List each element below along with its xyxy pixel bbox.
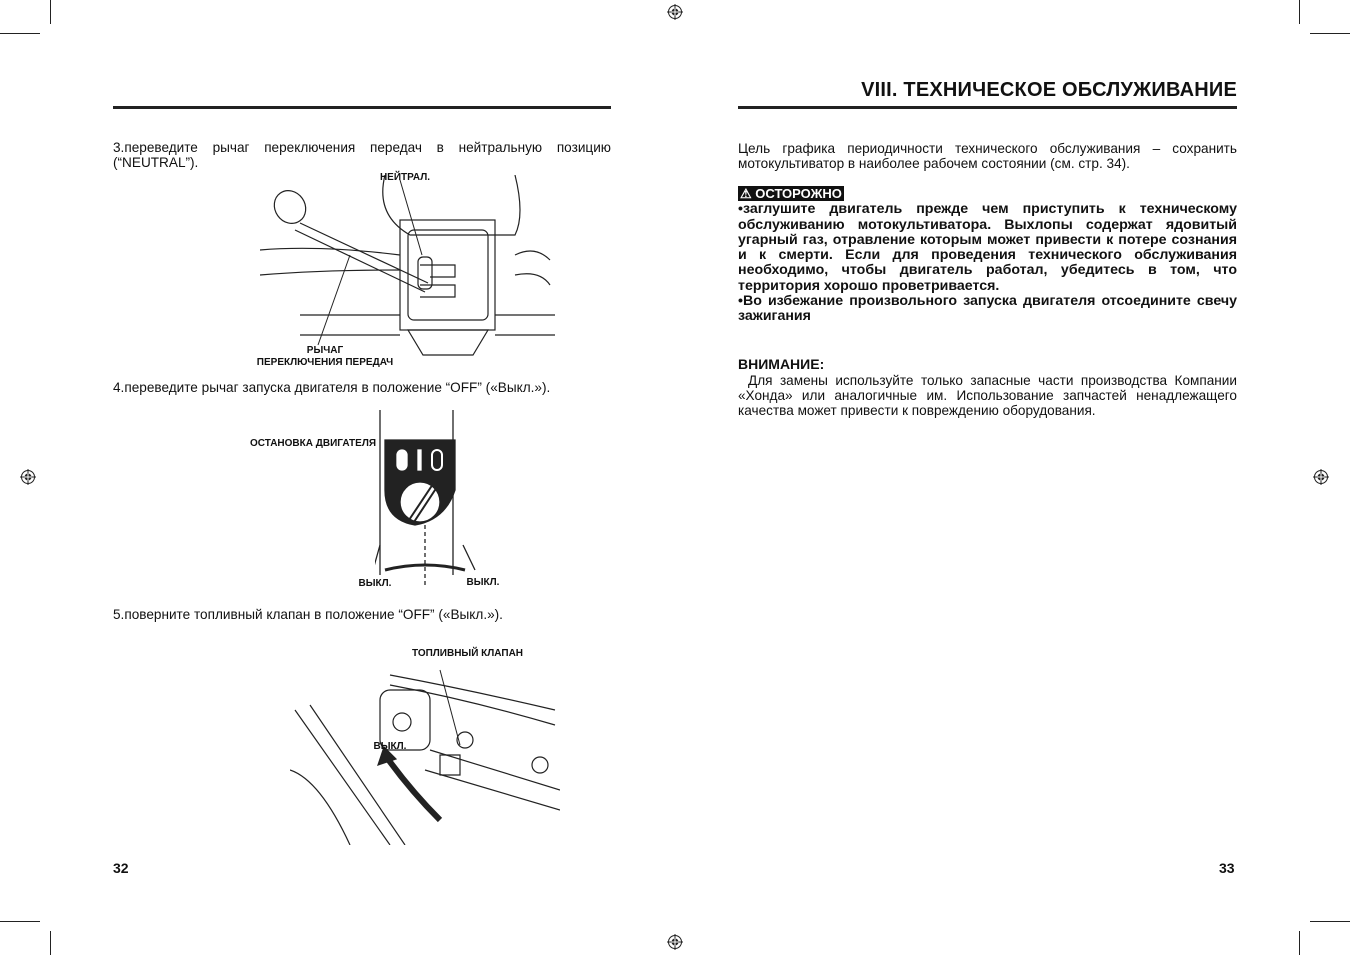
crop-mark bbox=[1310, 921, 1350, 922]
warning-block bbox=[738, 186, 1237, 325]
crop-mark bbox=[50, 0, 51, 24]
crop-mark bbox=[1310, 33, 1350, 34]
off-right-label: ВЫКЛ. bbox=[466, 577, 500, 588]
crop-mark bbox=[0, 921, 40, 922]
engine-stop-label: ОСТАНОВКА ДВИГАТЕЛЯ bbox=[249, 438, 377, 449]
fuel-valve-illustration bbox=[290, 660, 560, 845]
neutral-label: НЕЙТРАЛ. bbox=[379, 172, 431, 183]
section-title: VIII. ТЕХНИЧЕСКОЕ ОБСЛУЖИВАНИЕ bbox=[861, 79, 1237, 101]
fuel-valve-label: ТОПЛИВНЫЙ КЛАПАН bbox=[411, 648, 524, 659]
step-4-text: 4.переведите рычаг запуска двигателя в положение “OFF” («Выкл.»). bbox=[113, 380, 551, 395]
step-3-text: 3.переведите рычаг переключения передач в нейтральную позицию (“NEUTRAL”). bbox=[113, 140, 611, 170]
warning-item-2: •Во избежание произвольного запуска двигателя отсоедините свечу зажигания bbox=[738, 293, 1237, 325]
step-5-text: 5.поверните топливный клапан в положение “OFF” («Выкл.»). bbox=[113, 607, 503, 622]
engine-switch-illustration bbox=[375, 410, 485, 585]
intro-text: Цель графика периодичности технического обслуживания – сохранить мотокультиватор в наиболее рабочем состоянии (см. стр. 34). bbox=[738, 141, 1237, 171]
registration-mark-icon bbox=[20, 469, 36, 485]
notice-text: Для замены используйте только запасные части производства Компании «Хонда» или аналогичные им. Использование запчастей ненадлежащего качества может привести к повреждению оборудования. bbox=[738, 373, 1237, 418]
crop-mark bbox=[0, 33, 40, 34]
fuel-off-label: ВЫКЛ. bbox=[373, 741, 407, 752]
gear-lever-label-line1: РЫЧАГ bbox=[306, 345, 344, 356]
header-rule bbox=[113, 106, 611, 109]
header-rule bbox=[738, 106, 1237, 109]
page-number-right: 33 bbox=[1219, 860, 1235, 876]
crop-mark bbox=[1299, 0, 1300, 24]
crop-mark bbox=[1299, 931, 1300, 955]
registration-mark-icon bbox=[1313, 469, 1329, 485]
warning-badge: ⚠ ОСТОРОЖНО bbox=[740, 186, 842, 201]
warning-item-1: •заглушите двигатель прежде чем приступить к техническому обслуживанию мотокультиватора. Выхлопы содержат ядовитый угарный газ, отравление которым может привести к потере сознания и к смерти. Если для проведения технического обслуживания необходимо, чтобы двигатель работал, убедитесь в том, что территория хорошо проветривается. bbox=[738, 201, 1237, 294]
crop-mark bbox=[50, 931, 51, 955]
notice-heading: ВНИМАНИЕ: bbox=[738, 356, 825, 372]
gear-lever-illustration bbox=[260, 175, 560, 365]
registration-mark-icon bbox=[667, 934, 683, 950]
page-number-left: 32 bbox=[113, 860, 129, 876]
off-left-label: ВЫКЛ. bbox=[358, 578, 392, 589]
registration-mark-icon bbox=[667, 4, 683, 20]
gear-lever-label-line2: ПЕРЕКЛЮЧЕНИЯ ПЕРЕДАЧ bbox=[256, 357, 394, 368]
